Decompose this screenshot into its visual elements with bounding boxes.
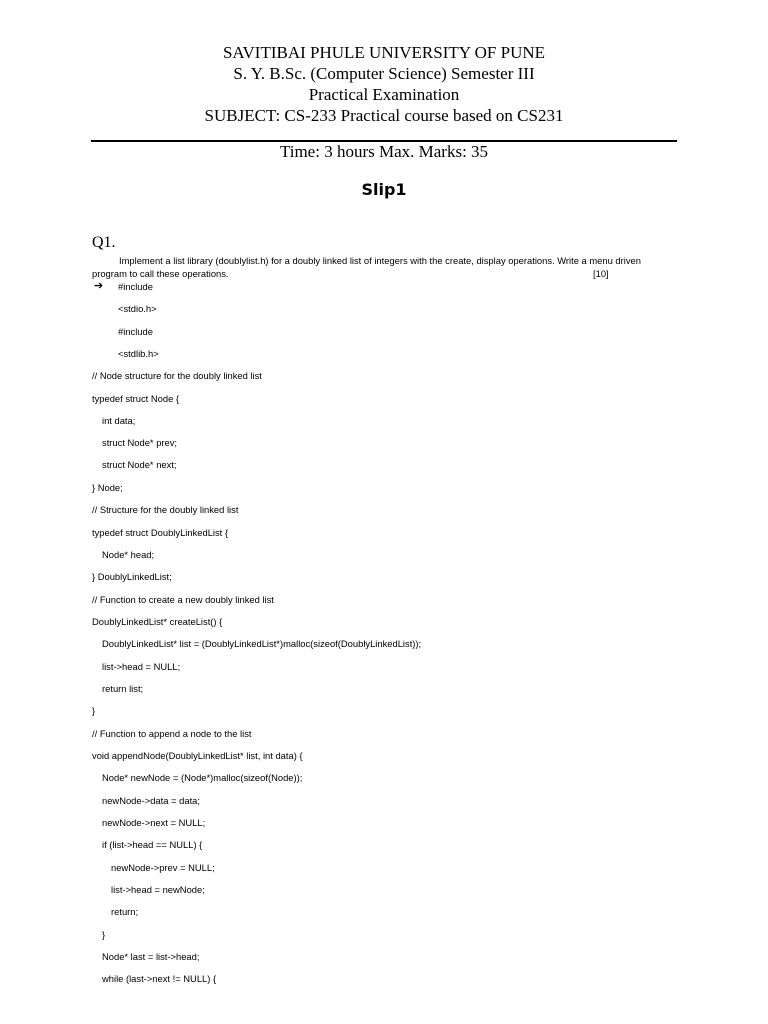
code-line: DoublyLinkedList* list = (DoublyLinkedList*)malloc(sizeof(DoublyLinkedList)); bbox=[102, 638, 422, 649]
code-line: while (last->next != NULL) { bbox=[102, 973, 217, 984]
code-line: newNode->data = data; bbox=[102, 795, 200, 806]
code-line: // Function to create a new doubly linked list bbox=[92, 594, 274, 605]
code-line: // Node structure for the doubly linked list bbox=[92, 370, 262, 381]
code-line: } bbox=[92, 705, 96, 716]
question-marks: [10] bbox=[593, 268, 609, 279]
code-line: Node* newNode = (Node*)malloc(sizeof(Node)); bbox=[102, 772, 303, 783]
code-line: #include bbox=[118, 326, 153, 337]
code-line: list->head = NULL; bbox=[102, 661, 181, 672]
code-line: struct Node* prev; bbox=[102, 437, 178, 448]
university-title: SAVITIBAI PHULE UNIVERSITY OF PUNE bbox=[222, 43, 546, 62]
code-line: if (list->head == NULL) { bbox=[102, 839, 203, 850]
question-text-line-2-content: program to call these operations. bbox=[92, 268, 229, 279]
exam-title: Practical Examination bbox=[308, 85, 460, 104]
right-arrow-icon: ➔ bbox=[94, 280, 104, 292]
code-line: DoublyLinkedList* createList() { bbox=[92, 616, 223, 627]
code-line: #include bbox=[118, 281, 153, 292]
code-line: return list; bbox=[102, 683, 144, 694]
code-line: } DoublyLinkedList; bbox=[92, 571, 172, 582]
time-marks-line: Time: 3 hours Max. Marks: 35 bbox=[279, 142, 489, 161]
code-line: struct Node* next; bbox=[102, 459, 177, 470]
code-line: void appendNode(DoublyLinkedList* list, int data) { bbox=[92, 750, 303, 761]
code-line: int data; bbox=[102, 415, 136, 426]
code-line: return; bbox=[111, 906, 139, 917]
code-line: typedef struct Node { bbox=[92, 393, 180, 404]
course-title: S. Y. B.Sc. (Computer Science) Semester III bbox=[233, 64, 535, 83]
code-line: } bbox=[102, 929, 106, 940]
code-line: // Function to append a node to the list bbox=[92, 728, 252, 739]
code-line: // Structure for the doubly linked list bbox=[92, 504, 239, 515]
question-label: Q1. bbox=[92, 234, 116, 251]
code-line: typedef struct DoublyLinkedList { bbox=[92, 527, 229, 538]
code-line: Node* head; bbox=[102, 549, 155, 560]
code-line: } Node; bbox=[92, 482, 123, 493]
code-line: newNode->prev = NULL; bbox=[111, 862, 215, 873]
code-line: Node* last = list->head; bbox=[102, 951, 200, 962]
question-text-line-1: Implement a list library (doublylist.h) for a doubly linked list of integers with the create, display operations. Write a menu driven bbox=[119, 255, 641, 266]
code-line: <stdlib.h> bbox=[118, 348, 159, 359]
code-line: list->head = newNode; bbox=[111, 884, 205, 895]
subject-title: SUBJECT: CS-233 Practical course based on CS231 bbox=[204, 106, 564, 125]
slip-title: Slip1 bbox=[361, 180, 407, 199]
code-line: newNode->next = NULL; bbox=[102, 817, 206, 828]
code-line: <stdio.h> bbox=[118, 303, 157, 314]
